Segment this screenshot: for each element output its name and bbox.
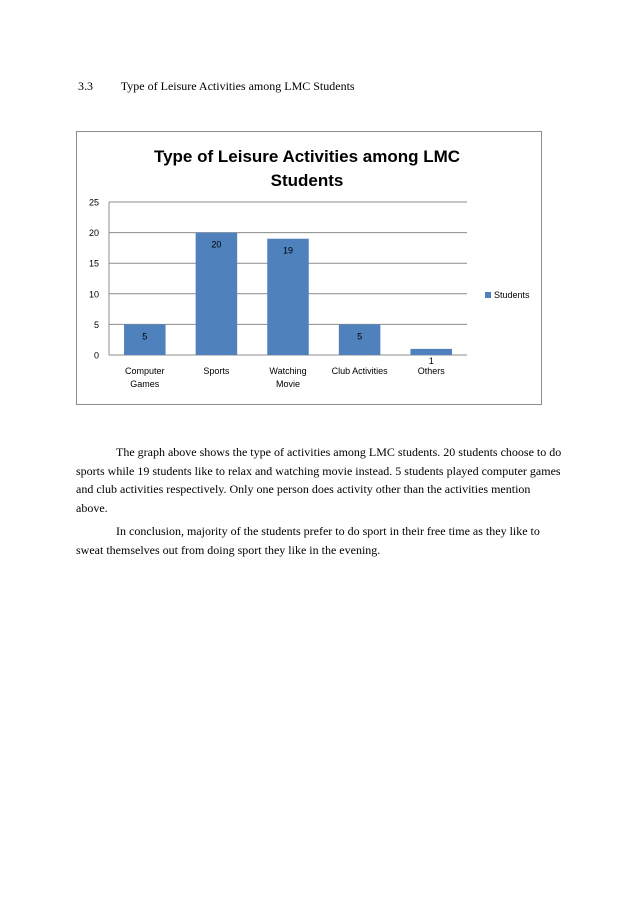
x-tick-label: Others — [417, 366, 445, 376]
y-tick-label: 5 — [93, 319, 99, 330]
x-tick-label: Sports — [203, 366, 230, 376]
data-label: 20 — [211, 239, 222, 250]
bar-chart — [77, 132, 541, 404]
data-label: 19 — [282, 245, 294, 256]
data-label: 5 — [357, 331, 363, 342]
bar-others — [410, 349, 452, 355]
x-tick-label: Movie — [275, 379, 301, 389]
bar-sports — [196, 233, 238, 355]
y-tick-label: 20 — [88, 228, 99, 239]
section-number: 3.3 — [78, 79, 93, 93]
section-heading — [78, 79, 355, 94]
y-tick-label: 25 — [88, 197, 99, 208]
x-tick-label: Watching — [269, 366, 307, 376]
chart-title-line: Students — [270, 171, 344, 190]
y-tick-label: 15 — [88, 258, 99, 269]
chart-title-line: Type of Leisure Activities among LMC — [153, 147, 461, 166]
data-label: 5 — [142, 331, 148, 342]
x-tick-label: Club Activities — [331, 366, 388, 376]
y-tick-label: 0 — [93, 350, 99, 361]
legend-label: Students — [494, 290, 530, 300]
section-title: Type of Leisure Activities among LMC Students — [120, 79, 355, 93]
x-tick-label: Computer — [125, 366, 165, 376]
chart-container — [76, 131, 542, 405]
paragraph-description: The graph above shows the type of activities among LMC students. 20 students choose to do sports while 19 students like to relax and watching movie instead. 5 students played computer games and club activities respectively. Only one person does activity other than the activities mention above. — [76, 445, 562, 515]
paragraph-conclusion: In conclusion, majority of the students prefer to do sport in their free time as they like to sweat themselves out from doing sport they like in the evening. — [76, 524, 540, 557]
y-tick-label: 10 — [88, 289, 99, 300]
data-label: 1 — [428, 355, 434, 366]
x-tick-label: Games — [130, 379, 160, 389]
legend-swatch — [485, 292, 491, 298]
bar-watching-movie — [267, 239, 309, 355]
